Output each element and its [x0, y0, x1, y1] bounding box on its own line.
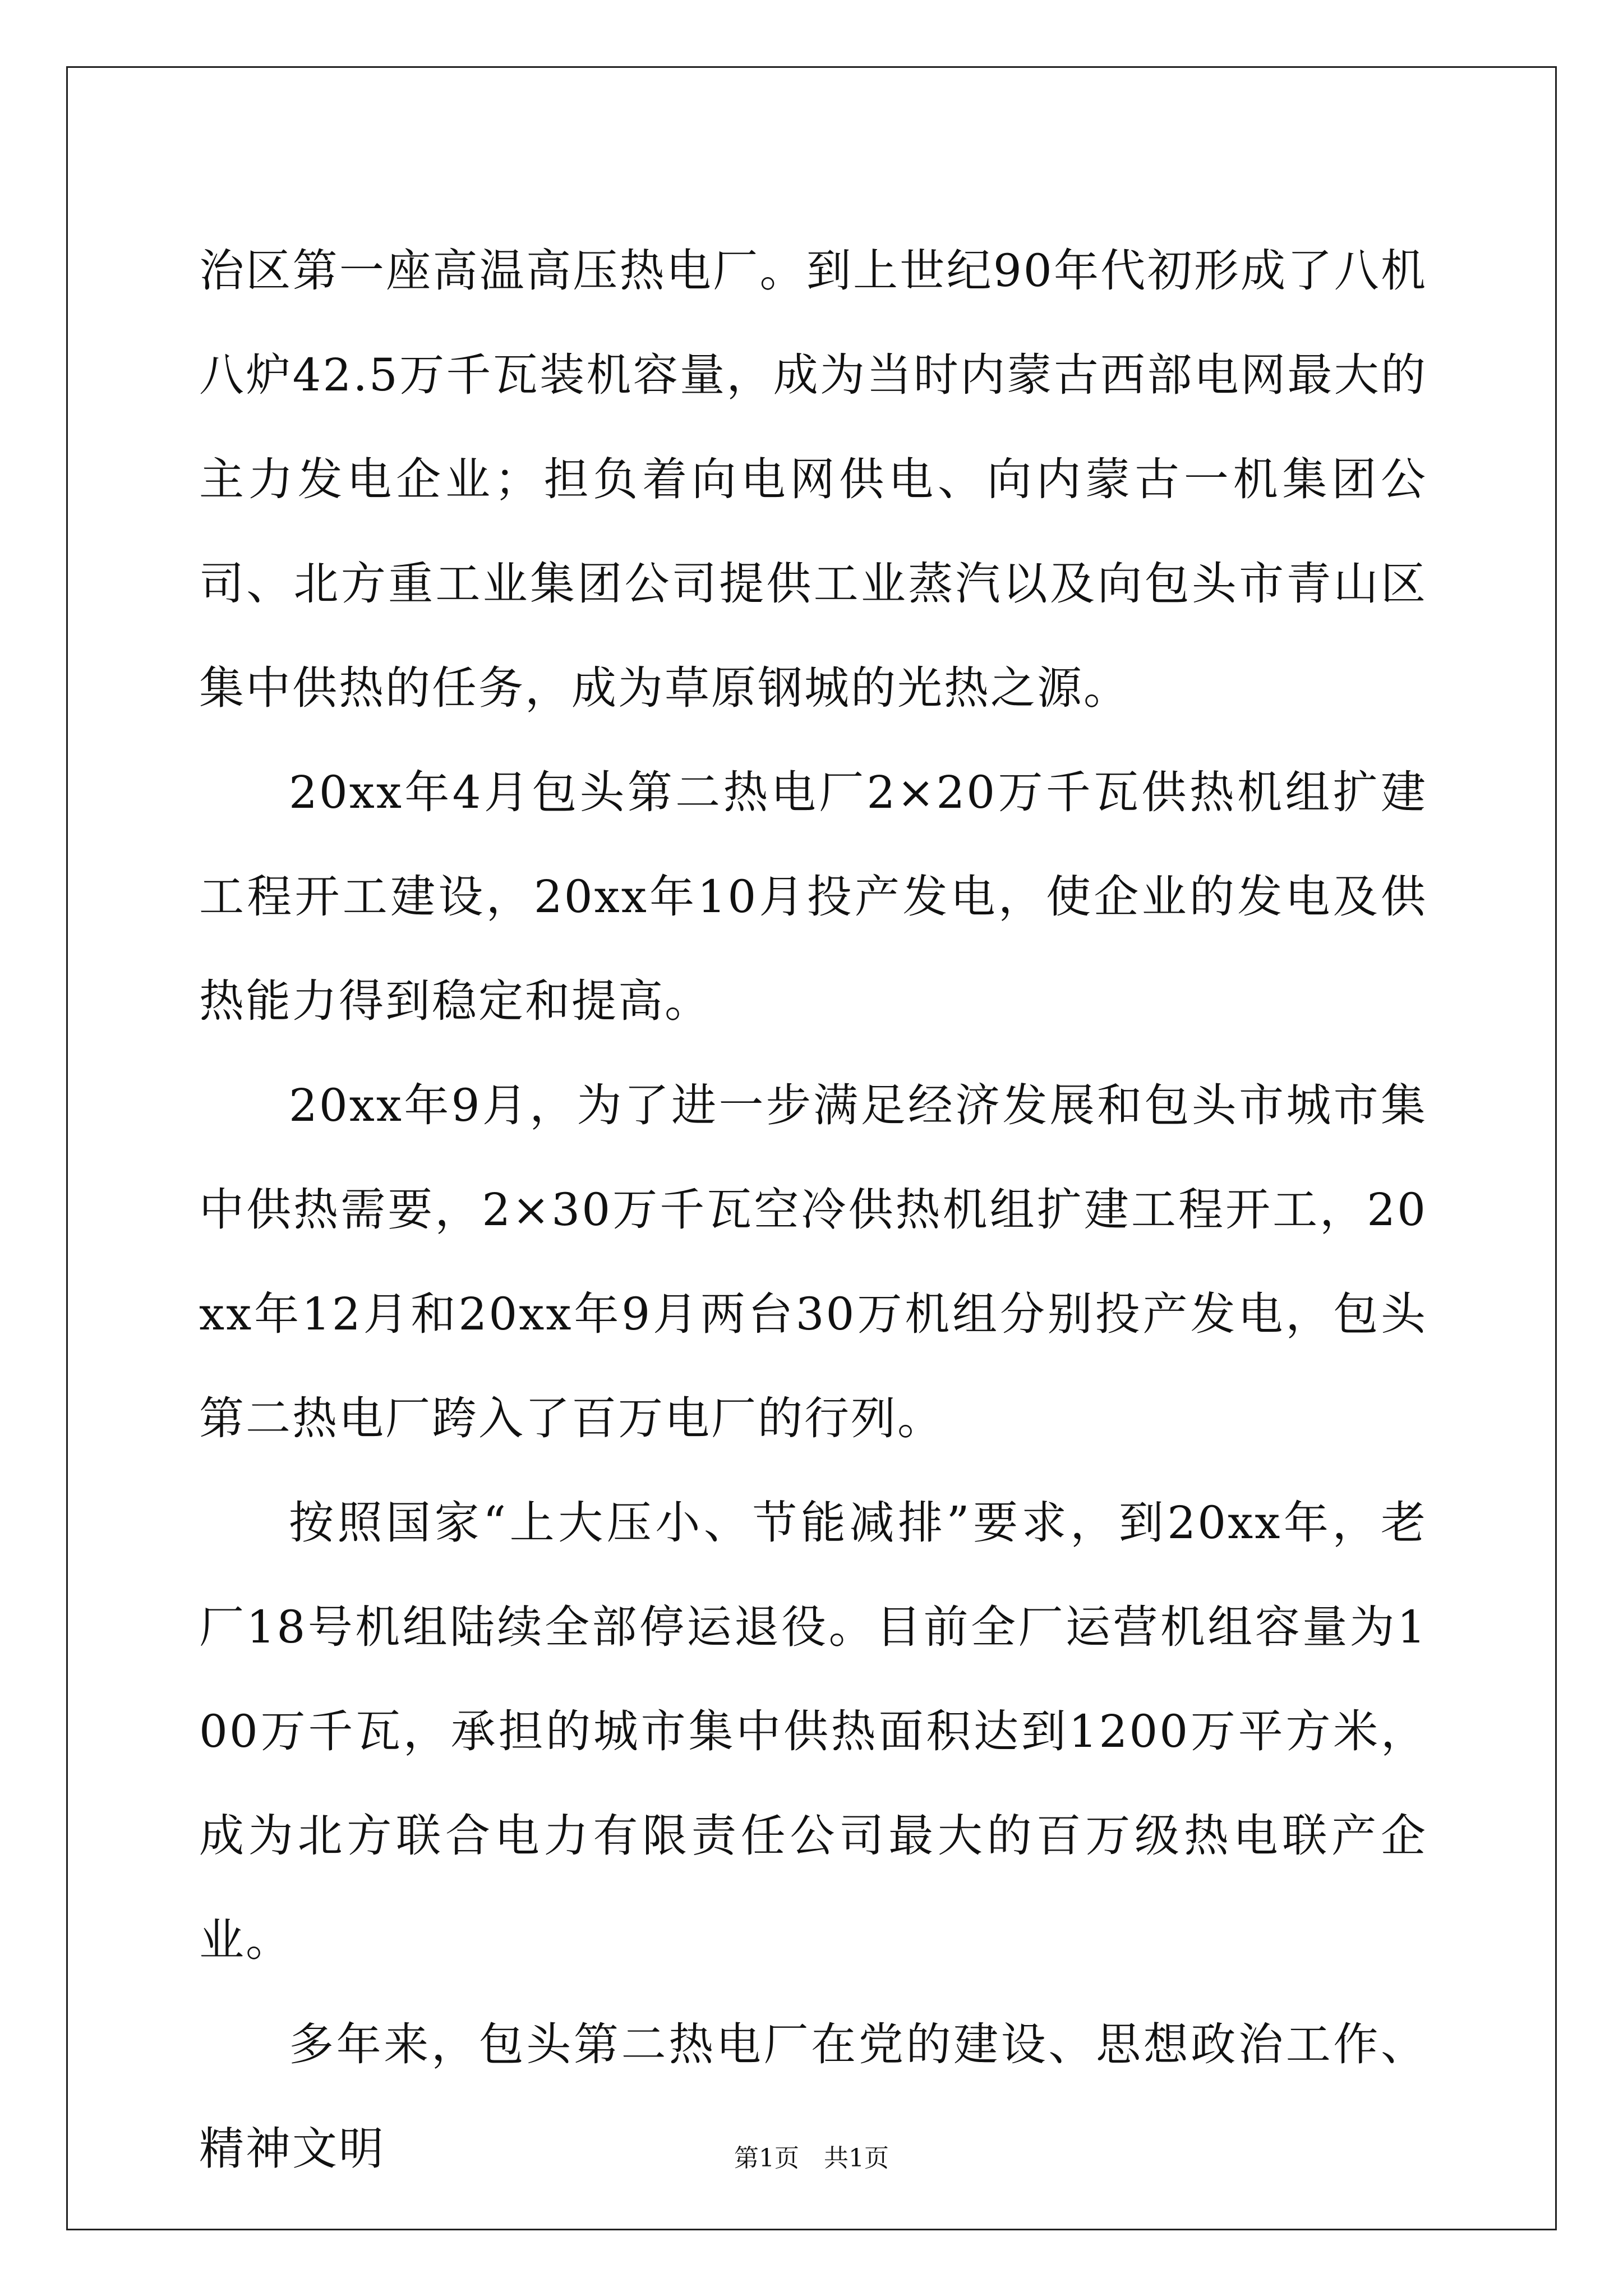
paragraph-energy-saving: 按照国家“上大压小、节能减排”要求，到20xx年，老厂18号机组陆续全部停运退役。目前全厂运营机组容量为100万千瓦，承担的城市集中供热面积达到1200万平方米，成为北方联合电力有限责任公司最大的百万级热电联产企业。 [199, 1497, 1427, 1966]
paragraph-continuation: 治区第一座高温高压热电厂。到上世纪90年代初形成了八机八炉42.5万千瓦装机容量，成为当时内蒙古西部电网最大的主力发电企业；担负着向电网供电、向内蒙古一机集团公司、北方重工业集团公司提供工业蒸汽以及向包头市青山区集中供热的任务，成为草原钢城的光热之源。 [199, 245, 1427, 714]
paragraph-expansion-2x20: 20xx年4月包头第二热电厂2×20万千瓦供热机组扩建工程开工建设，20xx年10月投产发电，使企业的发电及供热能力得到稳定和提高。 [199, 766, 1427, 1027]
page-footer: 第1页 共1页 [734, 2144, 889, 2173]
paragraph-party-building: 多年来，包头第二热电厂在党的建设、思想政治工作、精神文明 [199, 2018, 1427, 2175]
document-body [199, 219, 1427, 2201]
paragraph-expansion-2x30: 20xx年9月，为了进一步满足经济发展和包头市城市集中供热需要，2×30万千瓦空冷供热机组扩建工程开工，20xx年12月和20xx年9月两台30万机组分别投产发电，包头第二热电厂跨入了百万电厂的行列。 [199, 1079, 1427, 1444]
